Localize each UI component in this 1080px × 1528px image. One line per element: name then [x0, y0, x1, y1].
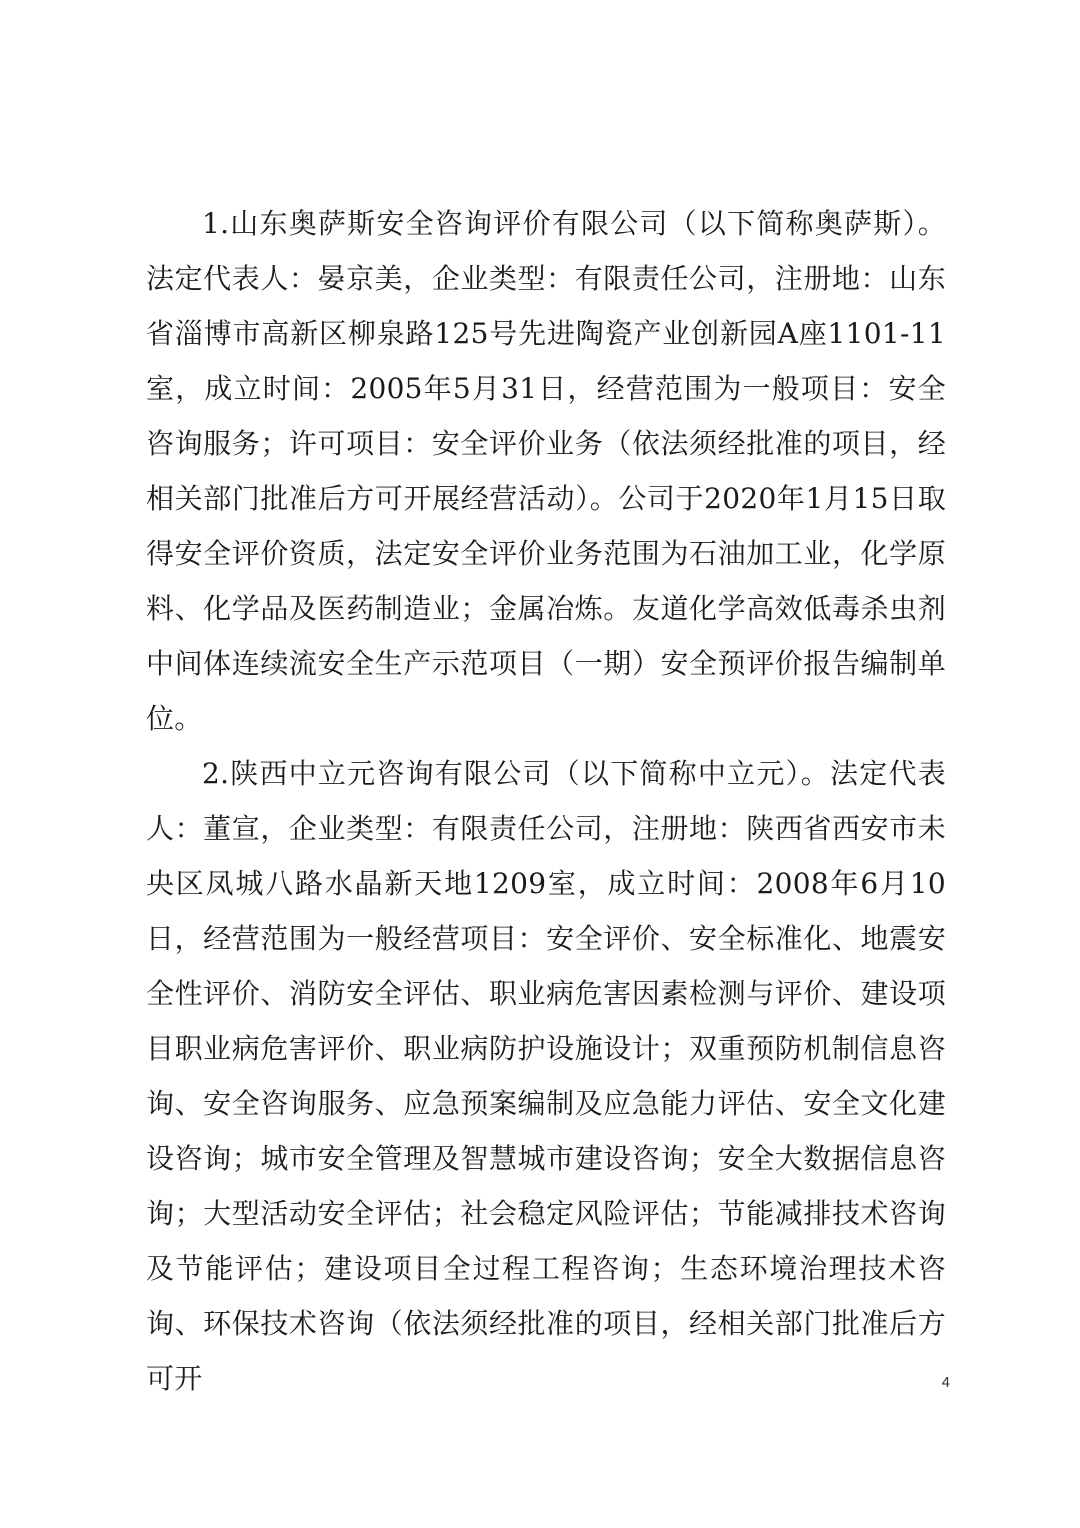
- paragraph-company-2: 2.陕西中立元咨询有限公司（以下简称中立元）。法定代表人：董宣，企业类型：有限责任公司，注册地：陕西省西安市未央区凤城八路水晶新天地1209室，成立时间：2008年6月10日，经营范围为一般经营项目：安全评价、安全标准化、地震安全性评价、消防安全评估、职业病危害因素检测与评价、建设项目职业病危害评价、职业病防护设施设计；双重预防机制信息咨询、安全咨询服务、应急预案编制及应急能力评估、安全文化建设咨询；城市安全管理及智慧城市建设咨询；安全大数据信息咨询；大型活动安全评估；社会稳定风险评估；节能减排技术咨询及节能评估；建设项目全过程工程咨询；生态环境治理技术咨询、环保技术咨询（依法须经批准的项目，经相关部门批准后方可开: [146, 757, 946, 1395]
- body-text: [146, 196, 946, 1406]
- paragraph-company-1: 1.山东奥萨斯安全咨询评价有限公司（以下简称奥萨斯）。法定代表人：晏京美，企业类型：有限责任公司，注册地：山东省淄博市高新区柳泉路125号先进陶瓷产业创新园A座1101-11室，成立时间：2005年5月31日，经营范围为一般项目：安全咨询服务；许可项目：安全评价业务（依法须经批准的项目，经相关部门批准后方可开展经营活动）。公司于2020年1月15日取得安全评价资质，法定安全评价业务范围为石油加工业，化学原料、化学品及医药制造业；金属冶炼。友道化学高效低毒杀虫剂中间体连续流安全生产示范项目（一期）安全预评价报告编制单位。: [146, 207, 946, 735]
- page-number: 4: [941, 1374, 950, 1391]
